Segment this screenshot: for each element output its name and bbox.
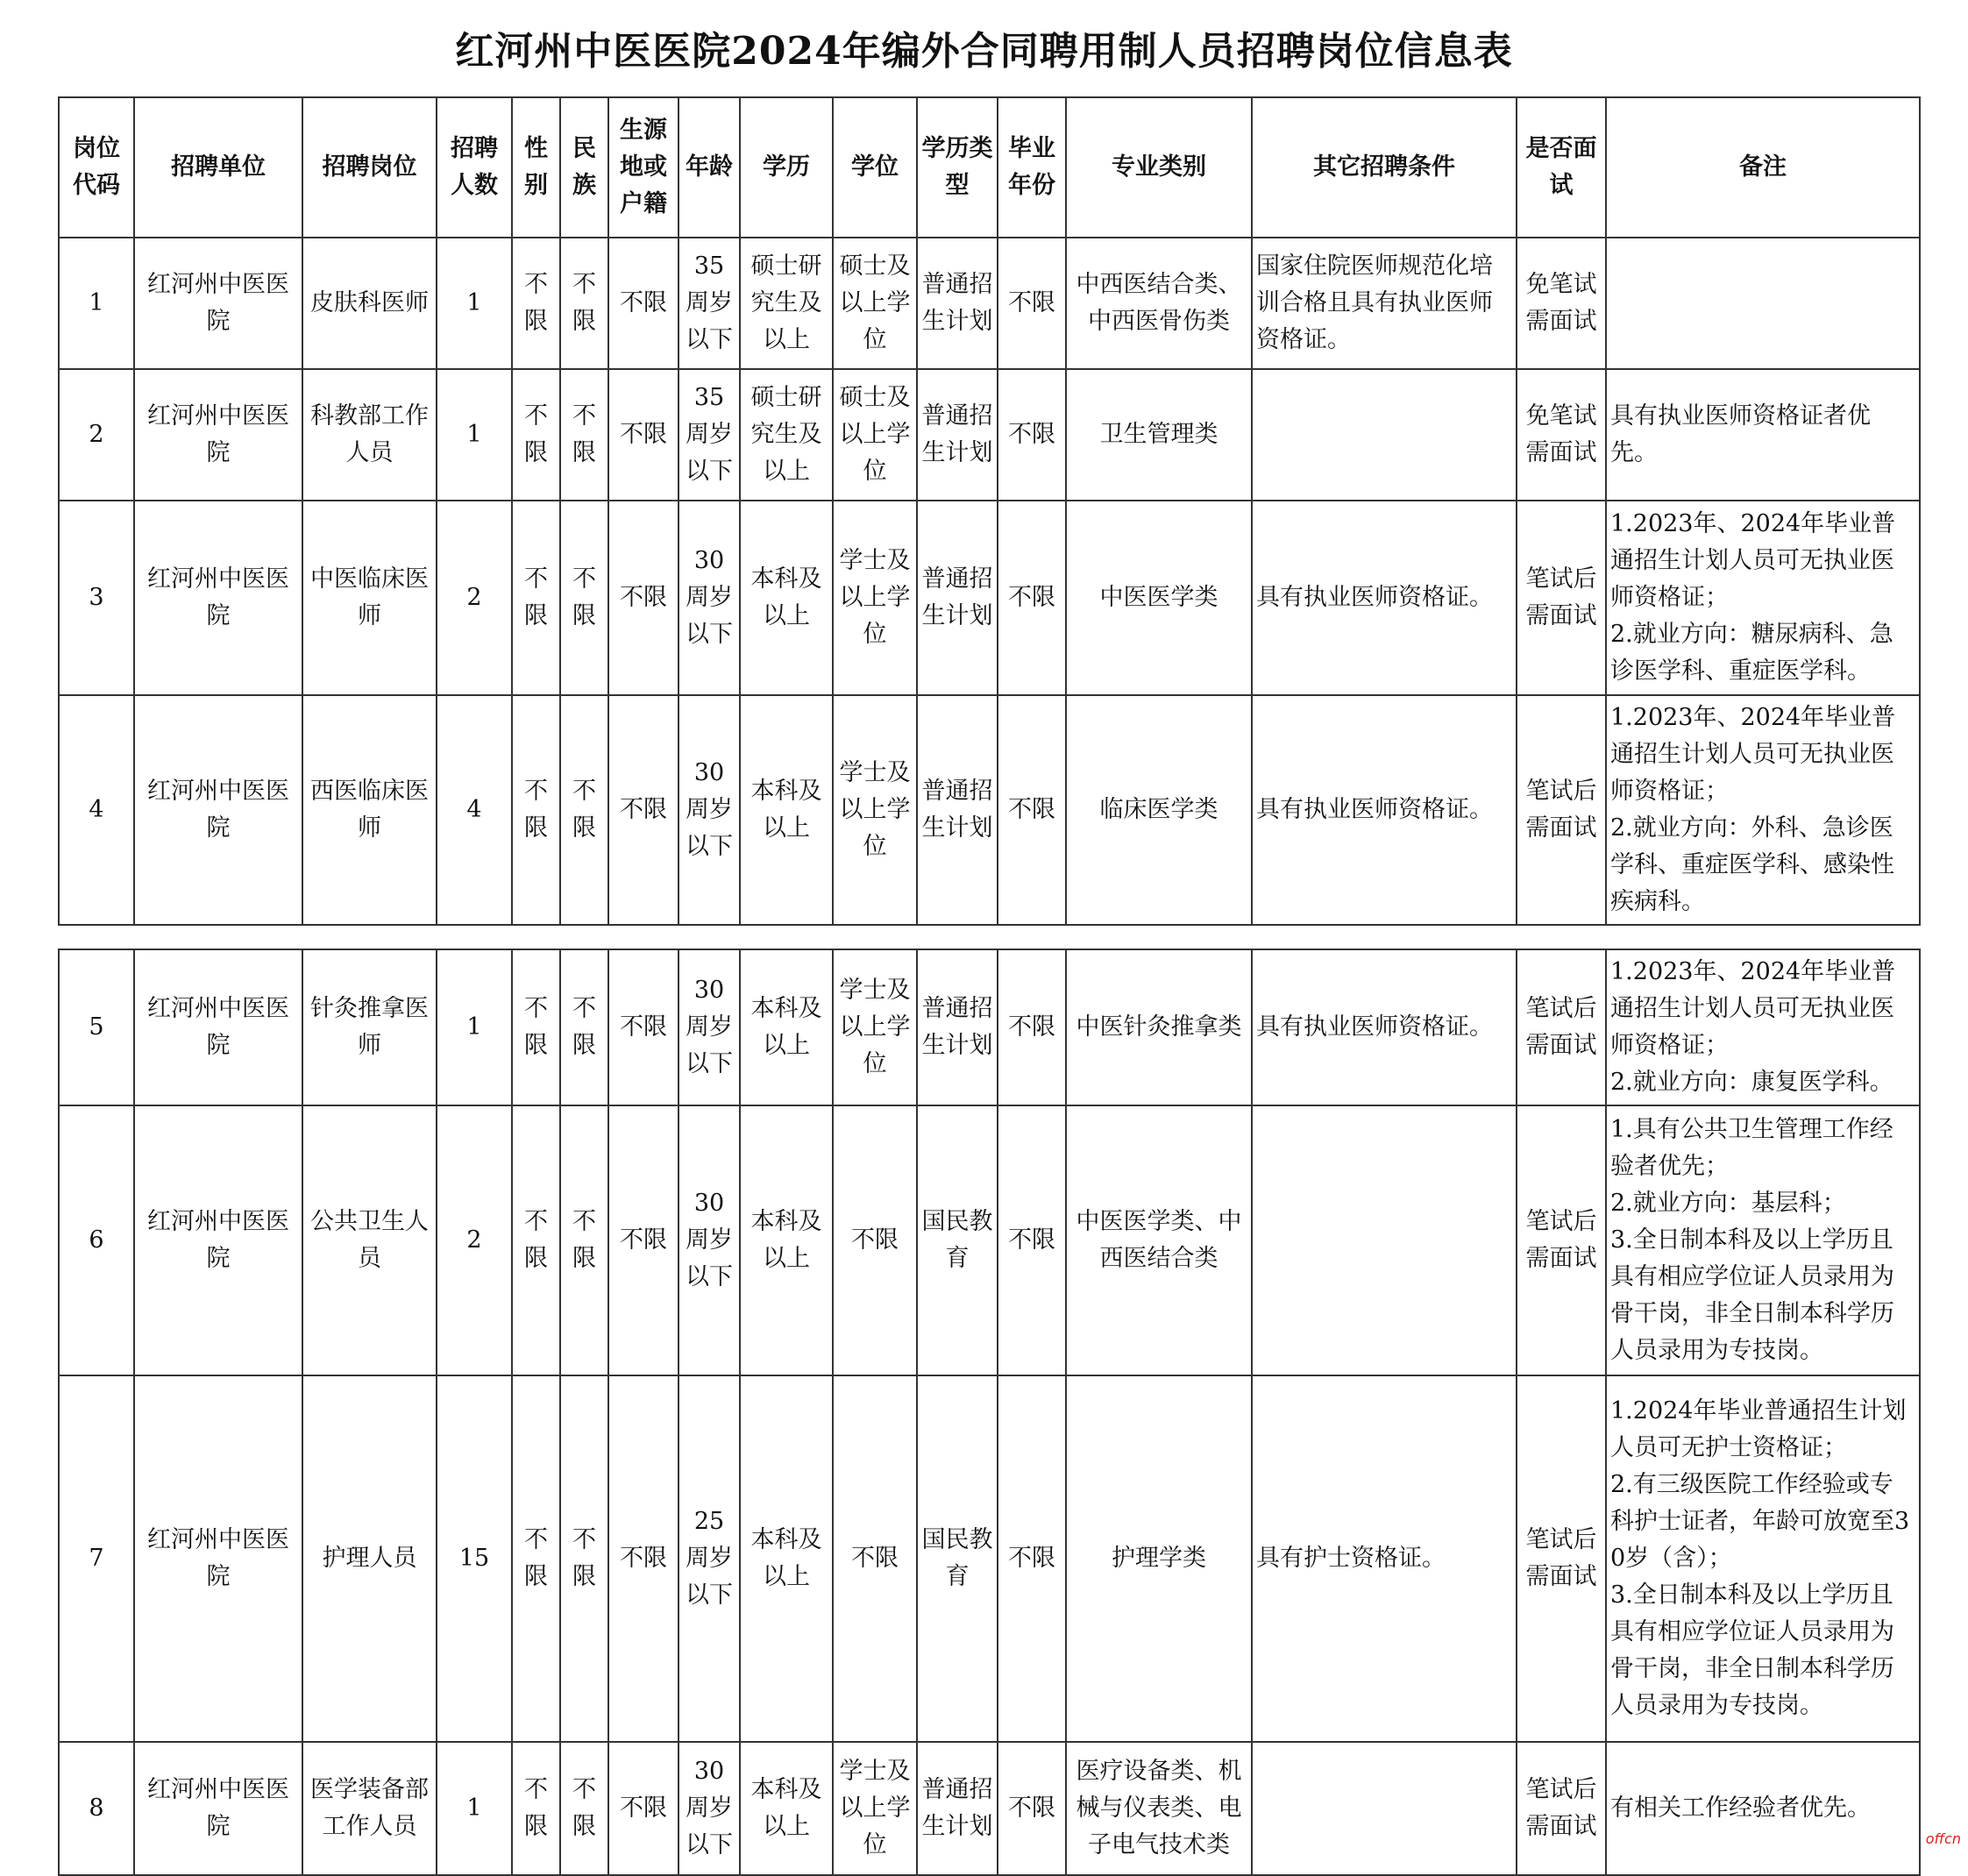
unit-cell: 红河州中医医院 (134, 238, 302, 369)
age-cell: 30周岁以下 (678, 1742, 740, 1875)
major-cell: 中西医结合类、中西医骨伤类 (1066, 238, 1252, 369)
unit-cell: 红河州中医医院 (134, 949, 302, 1105)
origin-cell: 不限 (608, 1375, 678, 1742)
watermark: offcn (1925, 1830, 1961, 1847)
column-header: 是否面试 (1517, 97, 1606, 238)
degree-cell: 学士及以上学位 (833, 695, 917, 925)
count-cell: 1 (437, 238, 512, 369)
page-title: 红河州中医医院2024年编外合同聘用制人员招聘岗位信息表 (455, 29, 1513, 74)
education-cell: 本科及以上 (740, 501, 833, 695)
other-conditions-cell (1252, 369, 1517, 501)
education-cell: 本科及以上 (740, 1105, 833, 1375)
grad-year-cell: 不限 (998, 501, 1066, 695)
grad-year-cell: 不限 (998, 238, 1066, 369)
major-cell: 医疗设备类、机械与仪表类、电子电气技术类 (1066, 1742, 1252, 1875)
post-code-cell: 2 (59, 369, 134, 501)
age-cell: 30周岁以下 (678, 695, 740, 925)
post-cell: 针灸推拿医师 (302, 949, 437, 1105)
gender-cell: 不限 (512, 1742, 560, 1875)
education-cell: 本科及以上 (740, 1742, 833, 1875)
column-header: 专业类别 (1066, 97, 1252, 238)
column-header: 年龄 (678, 97, 740, 238)
gender-cell: 不限 (512, 695, 560, 925)
column-header: 民族 (560, 97, 608, 238)
degree-cell: 学士及以上学位 (833, 1742, 917, 1875)
major-cell: 临床医学类 (1066, 695, 1252, 925)
note-line: 1.2023年、2024年毕业普通招生计划人员可无执业医师资格证； (1610, 704, 1896, 805)
notes-cell (1606, 1105, 1920, 1375)
origin-cell: 不限 (608, 238, 678, 369)
recruitment-table-part-2 (58, 949, 1921, 1876)
other-conditions-cell: 具有执业医师资格证。 (1252, 695, 1517, 925)
education-cell: 本科及以上 (740, 695, 833, 925)
gender-cell: 不限 (512, 1375, 560, 1742)
column-header: 性别 (512, 97, 560, 238)
note-line: 1.2023年、2024年毕业普通招生计划人员可无执业医师资格证； (1610, 510, 1896, 611)
interview-cell: 笔试后需面试 (1517, 695, 1606, 925)
post-code-cell: 4 (59, 695, 134, 925)
degree-cell: 不限 (833, 1105, 917, 1375)
post-cell: 医学装备部工作人员 (302, 1742, 437, 1875)
ethnicity-cell: 不限 (560, 369, 608, 501)
origin-cell: 不限 (608, 949, 678, 1105)
note-line: 有相关工作经验者优先。 (1610, 1794, 1871, 1822)
column-header: 岗位代码 (59, 97, 134, 238)
column-header: 招聘人数 (437, 97, 512, 238)
post-cell: 中医临床医师 (302, 501, 437, 695)
ethnicity-cell: 不限 (560, 238, 608, 369)
interview-cell: 免笔试需面试 (1517, 369, 1606, 501)
age-cell: 25周岁以下 (678, 1375, 740, 1742)
column-header: 生源地或户籍 (608, 97, 678, 238)
table-row (59, 1105, 1920, 1375)
gender-cell: 不限 (512, 949, 560, 1105)
grad-year-cell: 不限 (998, 369, 1066, 501)
interview-cell: 笔试后需面试 (1517, 1742, 1606, 1875)
grad-year-cell: 不限 (998, 695, 1066, 925)
post-cell: 公共卫生人员 (302, 1105, 437, 1375)
note-line: 具有执业医师资格证者优先。 (1610, 402, 1871, 466)
note-line: 1.2023年、2024年毕业普通招生计划人员可无执业医师资格证； (1610, 958, 1896, 1059)
grad-year-cell: 不限 (998, 1375, 1066, 1742)
unit-cell: 红河州中医医院 (134, 1105, 302, 1375)
table-row (59, 501, 1920, 695)
degree-cell: 不限 (833, 1375, 917, 1742)
interview-cell: 免笔试需面试 (1517, 238, 1606, 369)
other-conditions-cell: 国家住院医师规范化培训合格且具有执业医师资格证。 (1252, 238, 1517, 369)
table-row (59, 949, 1920, 1105)
origin-cell: 不限 (608, 1742, 678, 1875)
ethnicity-cell: 不限 (560, 1105, 608, 1375)
note-line: 3.全日制本科及以上学历且具有相应学位证人员录用为骨干岗，非全日制本科学历人员录用为专技岗。 (1610, 1581, 1894, 1719)
education-cell: 本科及以上 (740, 1375, 833, 1742)
major-cell: 护理学类 (1066, 1375, 1252, 1742)
count-cell: 1 (437, 949, 512, 1105)
edu-type-cell: 普通招生计划 (917, 1742, 998, 1875)
major-cell: 中医医学类 (1066, 501, 1252, 695)
ethnicity-cell: 不限 (560, 1742, 608, 1875)
other-conditions-cell (1252, 1105, 1517, 1375)
column-header: 招聘单位 (134, 97, 302, 238)
education-cell: 本科及以上 (740, 949, 833, 1105)
degree-cell: 硕士及以上学位 (833, 369, 917, 501)
degree-cell: 学士及以上学位 (833, 501, 917, 695)
grad-year-cell: 不限 (998, 1742, 1066, 1875)
post-cell: 科教部工作人员 (302, 369, 437, 501)
origin-cell: 不限 (608, 369, 678, 501)
unit-cell: 红河州中医医院 (134, 1742, 302, 1875)
gender-cell: 不限 (512, 501, 560, 695)
recruitment-table-part-1 (58, 96, 1921, 926)
edu-type-cell: 普通招生计划 (917, 369, 998, 501)
grad-year-cell: 不限 (998, 949, 1066, 1105)
note-line: 2.有三级医院工作经验或专科护士证者，年龄可放宽至30岁（含）； (1610, 1471, 1910, 1572)
gender-cell: 不限 (512, 369, 560, 501)
notes-cell (1606, 238, 1920, 369)
column-header: 其它招聘条件 (1252, 97, 1517, 238)
count-cell: 2 (437, 501, 512, 695)
interview-cell: 笔试后需面试 (1517, 949, 1606, 1105)
degree-cell: 硕士及以上学位 (833, 238, 917, 369)
post-cell: 皮肤科医师 (302, 238, 437, 369)
other-conditions-cell: 具有执业医师资格证。 (1252, 949, 1517, 1105)
post-code-cell: 3 (59, 501, 134, 695)
other-conditions-cell: 具有执业医师资格证。 (1252, 501, 1517, 695)
ethnicity-cell: 不限 (560, 1375, 608, 1742)
count-cell: 15 (437, 1375, 512, 1742)
degree-cell: 学士及以上学位 (833, 949, 917, 1105)
unit-cell: 红河州中医医院 (134, 501, 302, 695)
table-row (59, 369, 1920, 501)
notes-cell (1606, 369, 1920, 501)
column-header: 学位 (833, 97, 917, 238)
column-header: 招聘岗位 (302, 97, 437, 238)
education-cell: 硕士研究生及以上 (740, 238, 833, 369)
age-cell: 35周岁以下 (678, 238, 740, 369)
count-cell: 4 (437, 695, 512, 925)
note-line: 1.2024年毕业普通招生计划人员可无护士资格证； (1610, 1397, 1907, 1461)
note-line: 2.就业方向：康复医学科。 (1610, 1069, 1893, 1096)
major-cell: 中医医学类、中西医结合类 (1066, 1105, 1252, 1375)
age-cell: 35周岁以下 (678, 369, 740, 501)
grad-year-cell: 不限 (998, 1105, 1066, 1375)
age-cell: 30周岁以下 (678, 949, 740, 1105)
note-line: 3.全日制本科及以上学历且具有相应学位证人员录用为骨干岗，非全日制本科学历人员录用为专技岗。 (1610, 1226, 1894, 1364)
notes-cell (1606, 1375, 1920, 1742)
column-header: 学历 (740, 97, 833, 238)
post-code-cell: 8 (59, 1742, 134, 1875)
count-cell: 2 (437, 1105, 512, 1375)
note-line: 2.就业方向：外科、急诊医学科、重症医学科、感染性疾病科。 (1610, 814, 1894, 915)
gender-cell: 不限 (512, 238, 560, 369)
post-code-cell: 7 (59, 1375, 134, 1742)
post-code-cell: 1 (59, 238, 134, 369)
interview-cell: 笔试后需面试 (1517, 1105, 1606, 1375)
edu-type-cell: 普通招生计划 (917, 949, 998, 1105)
table-row (59, 695, 1920, 925)
other-conditions-cell (1252, 1742, 1517, 1875)
origin-cell: 不限 (608, 1105, 678, 1375)
major-cell: 中医针灸推拿类 (1066, 949, 1252, 1105)
ethnicity-cell: 不限 (560, 949, 608, 1105)
ethnicity-cell: 不限 (560, 695, 608, 925)
origin-cell: 不限 (608, 695, 678, 925)
interview-cell: 笔试后需面试 (1517, 501, 1606, 695)
header-row (59, 97, 1920, 238)
note-line: 2.就业方向：糖尿病科、急诊医学科、重症医学科。 (1610, 621, 1893, 685)
edu-type-cell: 普通招生计划 (917, 501, 998, 695)
count-cell: 1 (437, 1742, 512, 1875)
column-header: 备注 (1606, 97, 1920, 238)
other-conditions-cell: 具有护士资格证。 (1252, 1375, 1517, 1742)
post-code-cell: 6 (59, 1105, 134, 1375)
unit-cell: 红河州中医医院 (134, 1375, 302, 1742)
origin-cell: 不限 (608, 501, 678, 695)
unit-cell: 红河州中医医院 (134, 695, 302, 925)
column-header: 学历类型 (917, 97, 998, 238)
post-cell: 西医临床医师 (302, 695, 437, 925)
age-cell: 30周岁以下 (678, 1105, 740, 1375)
edu-type-cell: 国民教育 (917, 1375, 998, 1742)
edu-type-cell: 国民教育 (917, 1105, 998, 1375)
notes-cell (1606, 695, 1920, 925)
note-line: 1.具有公共卫生管理工作经验者优先； (1610, 1116, 1893, 1180)
interview-cell: 笔试后需面试 (1517, 1375, 1606, 1742)
notes-cell (1606, 949, 1920, 1105)
unit-cell: 红河州中医医院 (134, 369, 302, 501)
notes-cell (1606, 501, 1920, 695)
gender-cell: 不限 (512, 1105, 560, 1375)
table-row (59, 1375, 1920, 1742)
table-row (59, 238, 1920, 369)
notes-cell (1606, 1742, 1920, 1875)
count-cell: 1 (437, 369, 512, 501)
post-code-cell: 5 (59, 949, 134, 1105)
major-cell: 卫生管理类 (1066, 369, 1252, 501)
ethnicity-cell: 不限 (560, 501, 608, 695)
edu-type-cell: 普通招生计划 (917, 238, 998, 369)
column-header: 毕业年份 (998, 97, 1066, 238)
age-cell: 30周岁以下 (678, 501, 740, 695)
table-row (59, 1742, 1920, 1875)
education-cell: 硕士研究生及以上 (740, 369, 833, 501)
note-line: 2.就业方向：基层科； (1610, 1190, 1846, 1217)
edu-type-cell: 普通招生计划 (917, 695, 998, 925)
post-cell: 护理人员 (302, 1375, 437, 1742)
